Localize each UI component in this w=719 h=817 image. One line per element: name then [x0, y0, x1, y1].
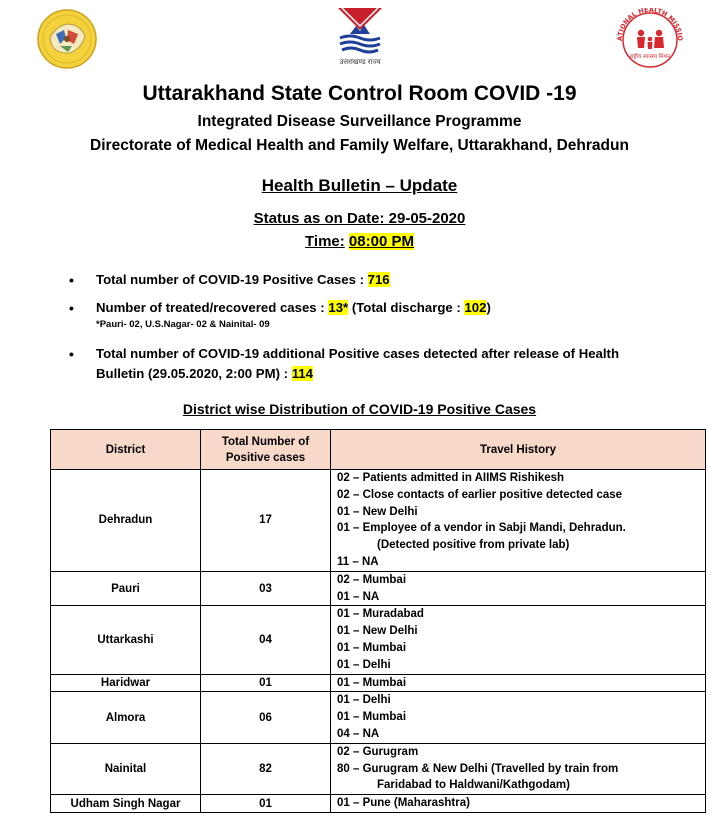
- travel-line: 02 – Gurugram: [337, 745, 419, 758]
- travel-line: 01 – NA: [337, 590, 380, 603]
- time-value: 08:00 PM: [348, 233, 414, 250]
- travel-line: 02 – Mumbai: [337, 573, 407, 586]
- travel-line: Faridabad to Haldwani/Kathgodam): [377, 779, 570, 792]
- district-cell: Nainital: [51, 743, 201, 794]
- programme-subtitle: Integrated Disease Surveillance Programme: [197, 113, 522, 130]
- travel-line: 80 – Gurugram & New Delhi (Travelled by train from: [337, 762, 619, 775]
- total-positive-bullet: [62, 270, 692, 290]
- district-cell: Dehradun: [51, 470, 201, 572]
- count-cell: 01: [201, 795, 331, 813]
- additional-cases-bullet: [62, 344, 692, 384]
- discharge-value: 102: [464, 300, 487, 315]
- table-row: [51, 743, 706, 794]
- travel-cell: [331, 470, 706, 572]
- count-cell: 17: [201, 470, 331, 572]
- total-positive-value: 716: [367, 272, 390, 287]
- count-cell: 82: [201, 743, 331, 794]
- uttarakhand-state-logo: [330, 4, 390, 68]
- table-row: [51, 470, 706, 572]
- travel-cell: [331, 606, 706, 674]
- travel-line: 01 – Delhi: [337, 694, 391, 707]
- travel-line: 01 – New Delhi: [337, 505, 418, 518]
- travel-line: 01 – Pune (Maharashtra): [337, 797, 470, 810]
- district-table: [50, 429, 706, 813]
- table-row: [51, 692, 706, 743]
- table-row: [51, 571, 706, 606]
- table-row: [51, 606, 706, 674]
- district-cell: Haridwar: [51, 674, 201, 692]
- travel-line: 02 – Patients admitted in AIIMS Rishikesh: [337, 472, 565, 484]
- travel-line: 01 – Mumbai: [337, 711, 407, 724]
- header-district: District: [51, 430, 201, 470]
- district-cell: Pauri: [51, 571, 201, 606]
- count-cell: 06: [201, 692, 331, 743]
- header-travel-history: Travel History: [331, 430, 706, 470]
- svg-text:उत्तराखण्ड राज्य: उत्तराखण्ड राज्य: [339, 58, 381, 66]
- travel-cell: [331, 692, 706, 743]
- directorate-subtitle: Directorate of Medical Health and Family Welfare, Uttarakhand, Dehradun: [90, 137, 629, 154]
- recovered-bullet: [62, 298, 692, 318]
- travel-cell: [331, 571, 706, 606]
- travel-line: 01 – Employee of a vendor in Sabji Mandi, Dehradun.: [337, 522, 626, 535]
- status-date: Status as on Date: 29-05-2020: [253, 210, 466, 227]
- travel-line: 01 – Mumbai: [337, 641, 407, 654]
- travel-line: 01 – Delhi: [337, 658, 391, 671]
- summary-bullets: [62, 270, 692, 384]
- count-cell: 01: [201, 674, 331, 692]
- additional-label-line1: • Total number of COVID-19 additional Positive cases detected after release of Health: [96, 346, 620, 361]
- header-total-line1: Total Number of: [221, 435, 310, 448]
- header-total-cases: [201, 430, 331, 470]
- discharge-prefix: (Total discharge :: [351, 300, 461, 315]
- recovered-value: 13*: [328, 300, 349, 315]
- recovered-note: *Pauri- 02, U.S.Nagar- 02 & Nainital- 09: [96, 319, 270, 330]
- additional-value: 114: [291, 366, 313, 381]
- additional-label-line2: [96, 364, 692, 384]
- district-cell: Uttarkashi: [51, 606, 201, 674]
- travel-cell: [331, 795, 706, 813]
- district-cell: Almora: [51, 692, 201, 743]
- svg-text:राष्ट्रीय स्वास्थ्य मिशन: राष्ट्रीय स्वास्थ्य मिशन: [629, 54, 671, 60]
- table-row: [51, 795, 706, 813]
- header-total-line2: Positive cases: [225, 451, 306, 464]
- time-label: Time:: [305, 233, 345, 250]
- recovered-label: Number of treated/recovered cases :: [96, 300, 325, 315]
- additional-label-text: Bulletin (29.05.2020, 2:00 PM) :: [96, 366, 289, 381]
- bulletin-time: [0, 233, 719, 250]
- travel-line: 01 – Mumbai: [337, 676, 407, 689]
- table-row: [51, 674, 706, 692]
- travel-cell: [331, 743, 706, 794]
- count-cell: 04: [201, 606, 331, 674]
- travel-line: 02 – Close contacts of earlier positive detected case: [337, 488, 623, 501]
- travel-line: (Detected positive from private lab): [377, 539, 570, 552]
- district-table-heading: District wise Distribution of COVID-19 Positive Cases: [182, 401, 537, 417]
- travel-line: 04 – NA: [337, 727, 380, 740]
- svg-text:NATIONAL HEALTH MISSION: ATIONAL HEALTH MISSIO: [615, 8, 685, 42]
- table-header-row: [51, 430, 706, 470]
- discharge-suffix: ): [486, 300, 491, 315]
- page-title: Uttarakhand State Control Room COVID -19: [142, 82, 577, 105]
- travel-line: 01 – New Delhi: [337, 625, 418, 638]
- bulletin-title: Health Bulletin – Update: [261, 176, 458, 195]
- idsp-emblem-logo: [36, 8, 98, 70]
- national-health-mission-logo: [611, 8, 689, 70]
- district-cell: Udham Singh Nagar: [51, 795, 201, 813]
- count-cell: 03: [201, 571, 331, 606]
- total-positive-label: Total number of COVID-19 Positive Cases :: [96, 272, 364, 287]
- travel-line: 11 – NA: [337, 555, 379, 568]
- travel-cell: [331, 674, 706, 692]
- travel-line: 01 – Muradabad: [337, 608, 424, 621]
